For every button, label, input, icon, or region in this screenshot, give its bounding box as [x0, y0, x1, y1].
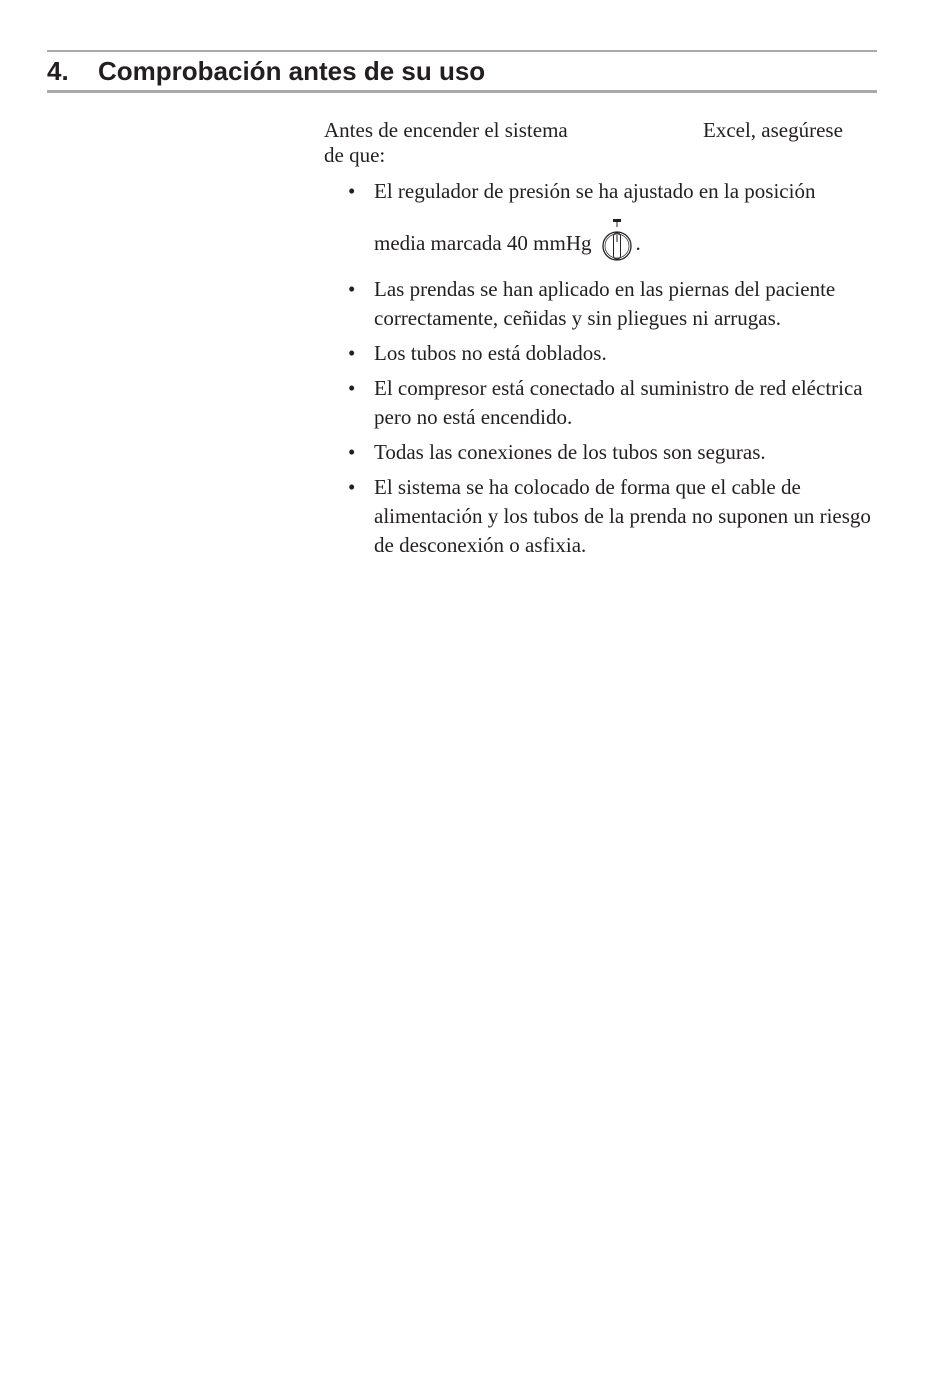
pressure-knob-icon: [600, 218, 634, 264]
pre-use-checklist: [324, 177, 884, 560]
bullet: •: [348, 341, 356, 365]
intro-text-part2: Excel, asegúrese: [703, 118, 843, 142]
list-item: [324, 473, 884, 560]
section-title: Comprobación antes de su uso: [98, 56, 486, 86]
bullet: •: [348, 179, 356, 203]
list-item-text-line2-label: media marcada 40 mmHg: [374, 231, 592, 255]
list-item-text-line2: [374, 218, 884, 264]
bullet: •: [348, 376, 356, 400]
heading-top-rule: [47, 50, 877, 52]
section-number: 4.: [47, 56, 69, 86]
list-item: [324, 177, 884, 264]
list-item-text-line1: El regulador de presión se ha ajustado en la posición: [374, 179, 816, 203]
list-item-text-suffix: .: [635, 231, 641, 255]
list-item: [324, 438, 884, 467]
bullet: •: [348, 277, 356, 301]
heading-bottom-rule: [47, 90, 877, 93]
bullet: •: [348, 440, 356, 464]
bullet: •: [348, 475, 356, 499]
list-item: [324, 374, 884, 432]
list-item-text: Las prendas se han aplicado en las piernas del paciente correctamente, ceñidas y sin pliegues ni arrugas.: [374, 277, 836, 330]
list-item-text: Los tubos no está doblados.: [374, 341, 607, 365]
intro-text-part3: de que:: [324, 143, 386, 167]
intro-text-part1: Antes de encender el sistema: [324, 118, 568, 142]
section-heading: [47, 53, 485, 89]
intro-paragraph: [324, 116, 884, 174]
section-content: [324, 116, 884, 566]
list-item-text: El sistema se ha colocado de forma que el cable de alimentación y los tubos de la prenda no suponen un riesgo de desconexión o asfixia.: [374, 475, 871, 557]
list-item: [324, 339, 884, 368]
list-item-text: Todas las conexiones de los tubos son seguras.: [374, 440, 766, 464]
list-item: [324, 275, 884, 333]
list-item-text: El compresor está conectado al suministro de red eléctrica pero no está encendido.: [374, 376, 863, 429]
